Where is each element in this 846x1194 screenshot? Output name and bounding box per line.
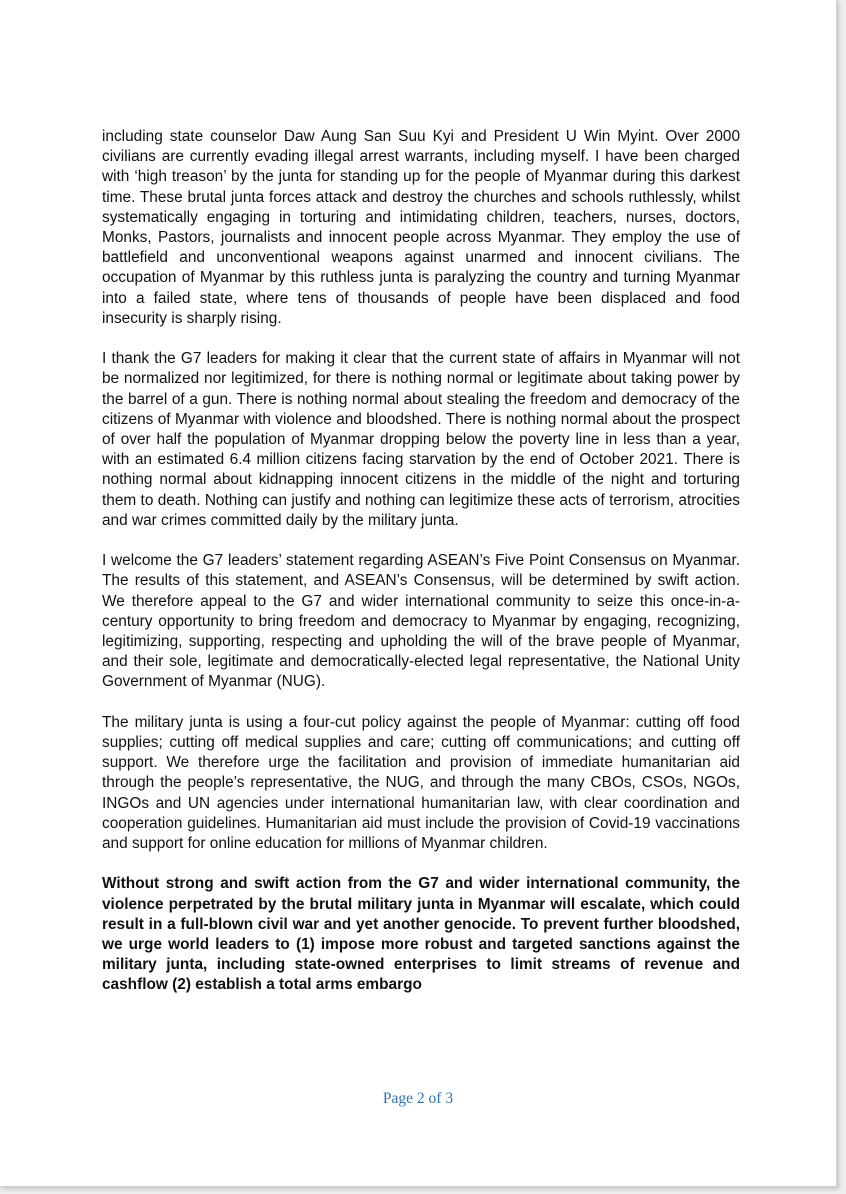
paragraph-humanitarian-aid: The military junta is using a four-cut policy against the people of Myanmar: cutting off food supplies; cutting off medical supplies and care; cutting off communications; and cutting off support. We therefore urge the facilitation and provision of immediate humanitarian aid through the people’s representative, the NUG, and through the many CBOs, CSOs, NGOs, INGOs and UN agencies under international humanitarian law, with clear coordination and cooperation guidelines. Humanitarian aid must include the provision of Covid-19 vaccinations and support for online education for millions of Myanmar children. [102,713,740,853]
page-number-footer: Page 2 of 3 [382,1090,454,1107]
paragraph-g7-thanks: I thank the G7 leaders for making it clear that the current state of affairs in Myanmar will not be normalized nor legitimized, for there is nothing normal or legitimate about taking power by the barrel of a gun. There is nothing normal about stealing the freedom and democracy of the citizens of Myanmar with violence and bloodshed. There is nothing normal about the prospect of over half the population of Myanmar dropping below the poverty line in less than a year, with an estimated 6.4 million citizens facing starvation by the end of October 2021. There is nothing normal about kidnapping innocent citizens in the middle of the night and torturing them to death. Nothing can justify and nothing can legitimize these acts of terrorism, atrocities and war crimes committed daily by the military junta. [102,350,740,529]
paragraph-call-to-action: Without strong and swift action from the G7 and wider international community, the violence perpetrated by the brutal military junta in Myanmar will escalate, which could result in a full-blown civil war and yet another genocide. To prevent further bloodshed, we urge world leaders to (1) impose more robust and targeted sanctions against the military junta, including state-owned enterprises to limit streams of revenue and cashflow (2) establish a total arms embargo [102,875,740,994]
paragraph-asean-consensus: I welcome the G7 leaders’ statement regarding ASEAN’s Five Point Consensus on Myanmar. The results of this statement, and ASEAN’s Consensus, will be determined by swift action. We therefore appeal to the G7 and wider international community to seize this once-in-a-century opportunity to bring freedom and democracy to Myanmar by engaging, recognizing, legitimizing, supporting, respecting and upholding the will of the brave people of Myanmar, and their sole, legitimate and democratically-elected legal representative, the National Unity Government of Myanmar (NUG). [102,552,740,691]
document-body [102,127,740,1016]
paragraph-arrests: including state counselor Daw Aung San Suu Kyi and President U Win Myint. Over 2000 civilians are currently evading illegal arrest warrants, including myself. I have been charged with ‘high treason’ by the junta for standing up for the people of Myanmar during this darkest time. These brutal junta forces attack and destroy the churches and schools ruthlessly, whilst systematically engaging in torturing and intimidating children, teachers, nurses, doctors, Monks, Pastors, journalists and innocent people across Myanmar. They employ the use of battlefield and unconventional weapons against unarmed and innocent civilians. The occupation of Myanmar by this ruthless junta is paralyzing the country and turning Myanmar into a failed state, where tens of thousands of people have been displaced and food insecurity is sharply rising. [102,128,740,327]
